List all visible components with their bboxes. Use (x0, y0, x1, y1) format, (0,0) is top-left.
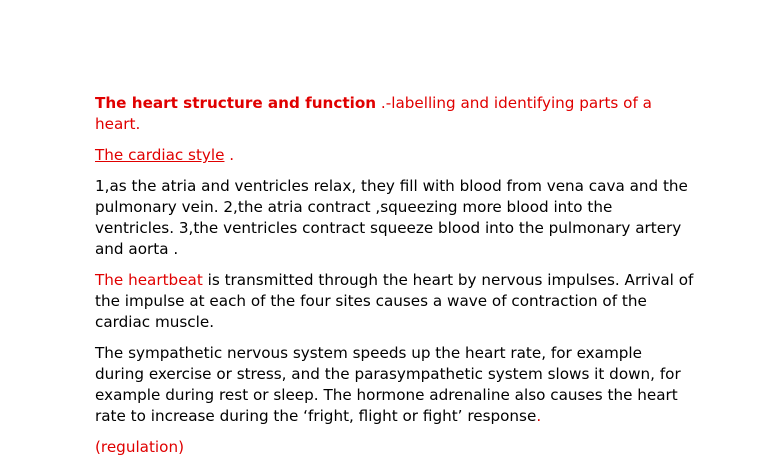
paragraph-cardiac-cycle: 1,as the atria and ventricles relax, they fill with blood from vena cava and the pulmonary vein. 2,the atria contract ,squeezing more blood into the ventricles. 3,the ventricles contract squeeze blood into the pulmonary artery and aorta . (95, 177, 688, 258)
nervous-system-text: The sympathetic nervous system speeds up the heart rate, for example during exercise or stress, and the parasympathetic system slows it down, for example during rest or sleep. The hormone adrenaline also causes the heart rate to increase during the ‘fright, flight or fight’ response (95, 344, 681, 425)
section-title-suffix: . (224, 146, 235, 164)
heartbeat-text: is transmitted through the heart by nervous impulses. Arrival of the impulse at each of the four sites causes a wave of contraction of the cardiac muscle. (95, 271, 694, 331)
heading-title: The heart structure and function (95, 94, 377, 112)
cut-off-line (95, 437, 695, 456)
section-title: The cardiac style (95, 146, 225, 164)
paragraph-heartbeat (95, 270, 695, 333)
heartbeat-term: The heartbeat (95, 271, 203, 289)
heading-paragraph (95, 93, 695, 135)
nervous-system-end: . (536, 407, 542, 425)
section-heading-cardiac-style (95, 145, 695, 166)
document-body (95, 93, 695, 456)
paragraph-nervous-system (95, 343, 695, 427)
regulation-label: (regulation) (95, 438, 184, 456)
heading-subtitle: .-labelling and identifying parts of a heart. (95, 94, 652, 133)
